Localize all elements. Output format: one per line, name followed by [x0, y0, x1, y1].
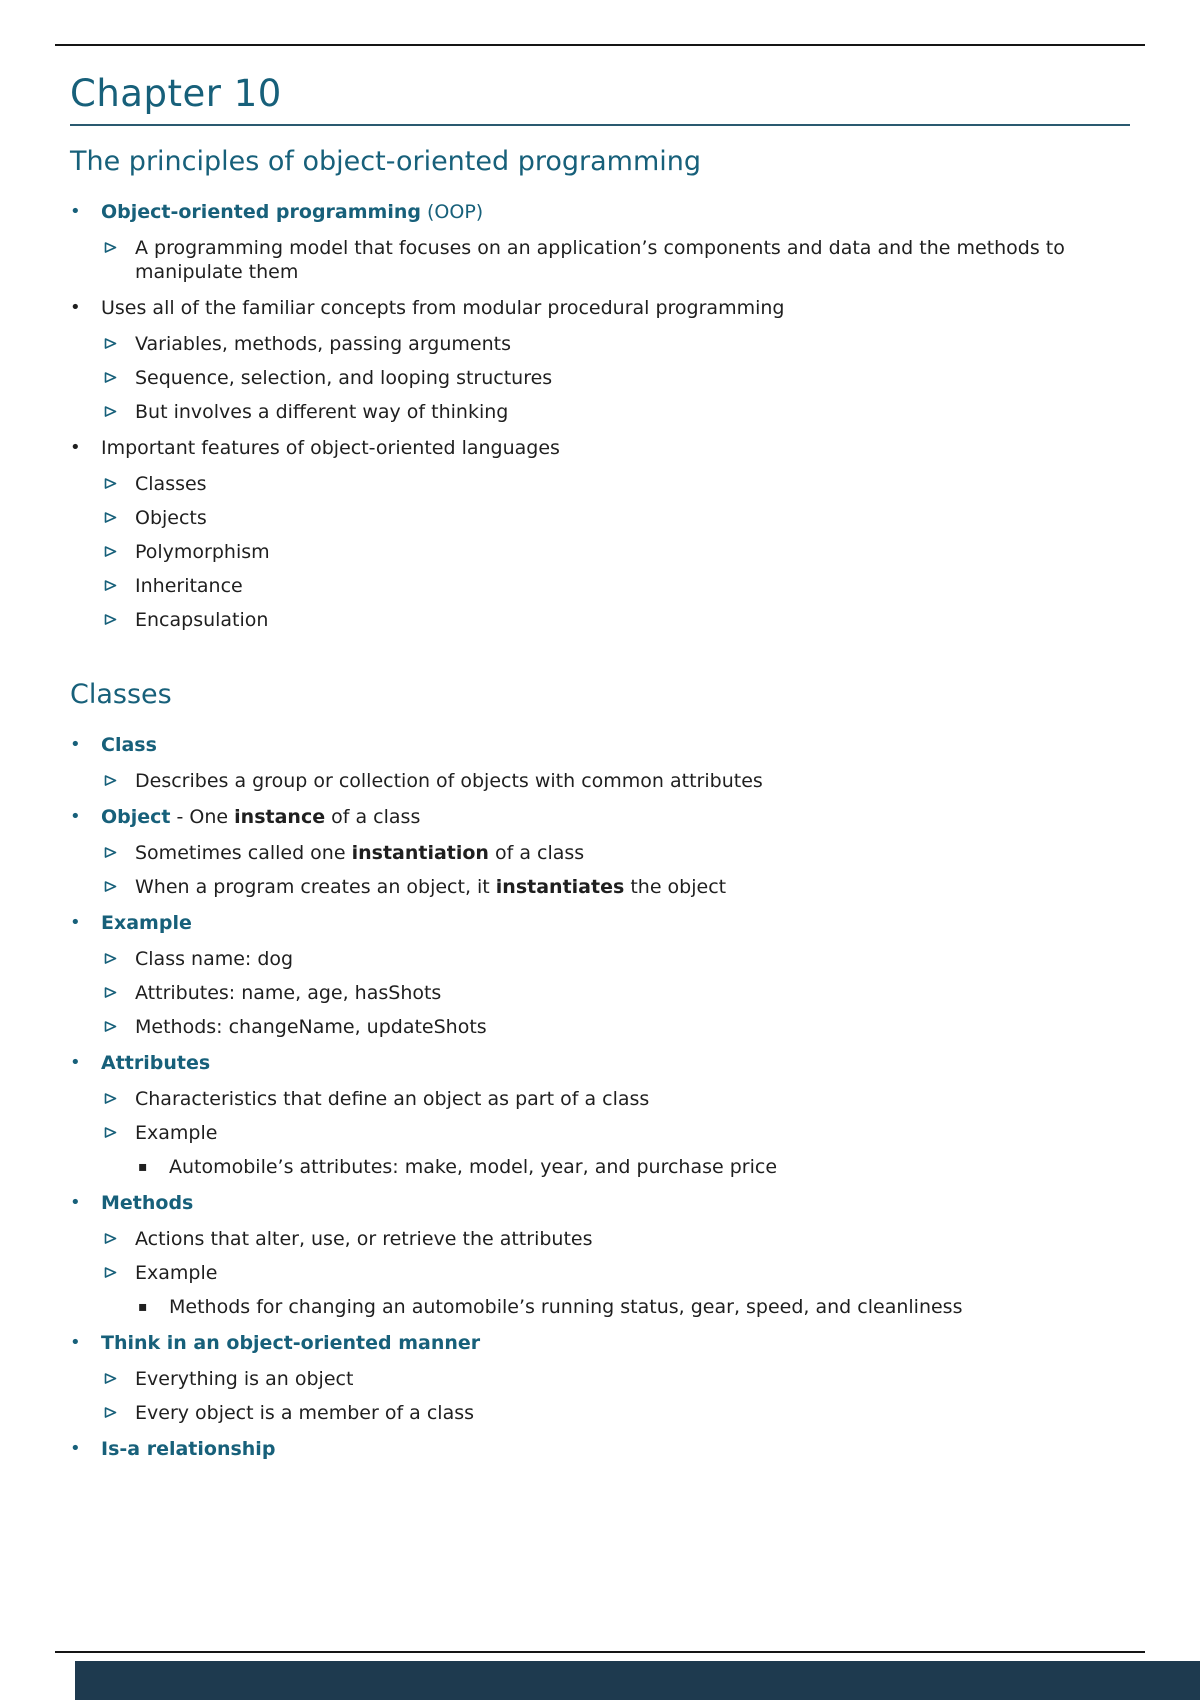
list-item-text — [101, 733, 1130, 757]
list-item — [138, 1290, 1130, 1324]
list-item — [70, 1184, 1130, 1222]
text-segment: Example — [101, 912, 192, 934]
arrow-icon — [104, 880, 117, 893]
list-item-text — [135, 1015, 1130, 1039]
list-item — [104, 569, 1130, 603]
list-item-text — [135, 1401, 1130, 1425]
list-item-text — [101, 436, 1130, 460]
list-item — [70, 429, 1130, 467]
text-segment: the object — [624, 876, 727, 898]
arrow-marker — [104, 1261, 135, 1279]
text-segment: Sequence, selection, and looping structures — [135, 367, 553, 389]
text-segment: Polymorphism — [135, 541, 270, 563]
bullet-dot-marker: • — [70, 297, 81, 318]
arrow-marker — [104, 1121, 135, 1139]
arrow-icon — [104, 1372, 117, 1385]
arrow-icon — [104, 986, 117, 999]
square-marker: ▪ — [138, 1299, 148, 1315]
text-segment: of a class — [488, 842, 585, 864]
arrow-marker — [104, 1227, 135, 1245]
text-segment: When a program creates an object, it — [135, 876, 496, 898]
arrow-marker — [104, 366, 135, 384]
list-item-text — [101, 1191, 1130, 1215]
list-item — [104, 870, 1130, 904]
list-item-text — [135, 1121, 1130, 1145]
arrow-marker — [104, 506, 135, 524]
list-item — [70, 193, 1130, 231]
list-item-text — [135, 472, 1130, 496]
text-segment: Think in an object-oriented manner — [101, 1332, 481, 1354]
text-segment: instance — [234, 806, 326, 828]
list-item-text — [135, 236, 1130, 284]
text-segment: Attributes — [101, 1052, 211, 1074]
text-segment: Important features of object-oriented languages — [101, 437, 560, 459]
text-segment: of a class — [325, 806, 421, 828]
arrow-icon — [104, 846, 117, 859]
text-segment: Class name: dog — [135, 948, 294, 970]
text-segment: Attributes: name, age, hasShots — [135, 982, 442, 1004]
text-segment: Inheritance — [135, 575, 243, 597]
list-item-text — [135, 332, 1130, 356]
text-segment: Example — [135, 1262, 218, 1284]
bullet-dot-marker: • — [70, 1192, 81, 1213]
list-item-text — [101, 805, 1130, 829]
title-rule — [70, 124, 1130, 126]
list-item — [104, 1256, 1130, 1290]
list-item — [70, 1044, 1130, 1082]
page-subtitle: The principles of object-oriented programming — [70, 146, 702, 177]
bullet-dot-marker: • — [70, 1438, 81, 1459]
arrow-icon — [104, 1092, 117, 1105]
text-segment: Every object is a member of a class — [135, 1402, 475, 1424]
text-segment: Methods for changing an automobile’s running status, gear, speed, and cleanliness — [169, 1296, 963, 1318]
list-item-text — [135, 769, 1130, 793]
footer-bar — [75, 1661, 1200, 1700]
text-segment: Describes a group or collection of objects with common attributes — [135, 770, 763, 792]
text-segment: Object — [101, 806, 171, 828]
arrow-icon — [104, 545, 117, 558]
list-item — [104, 976, 1130, 1010]
list-item — [104, 1082, 1130, 1116]
list-item — [104, 501, 1130, 535]
list-item-text — [135, 875, 1130, 899]
list-item — [104, 1396, 1130, 1430]
text-segment: Automobile’s attributes: make, model, year, and purchase price — [169, 1156, 778, 1178]
text-segment: Characteristics that define an object as part of a class — [135, 1088, 650, 1110]
arrow-icon — [104, 1232, 117, 1245]
arrow-marker — [104, 236, 135, 254]
arrow-marker — [104, 875, 135, 893]
arrow-icon — [104, 1406, 117, 1419]
arrow-marker — [104, 769, 135, 787]
arrow-marker — [104, 947, 135, 965]
list-item — [104, 535, 1130, 569]
list-item-text — [101, 1051, 1130, 1075]
list-item-text — [135, 540, 1130, 564]
list-item — [104, 942, 1130, 976]
text-segment: Class — [101, 734, 157, 756]
arrow-marker — [104, 472, 135, 490]
arrow-marker — [104, 981, 135, 999]
bottom-rule — [55, 1651, 1145, 1653]
list-item — [70, 798, 1130, 836]
list-item-text — [101, 1437, 1130, 1461]
list-item-text — [135, 574, 1130, 598]
list-item — [104, 1222, 1130, 1256]
text-segment: instantiates — [495, 876, 625, 898]
top-rule — [55, 44, 1145, 46]
arrow-marker — [104, 400, 135, 418]
text-segment: Methods: changeName, updateShots — [135, 1016, 487, 1038]
section-heading: Classes — [70, 679, 172, 710]
list-item — [70, 289, 1130, 327]
arrow-icon — [104, 952, 117, 965]
arrow-marker — [104, 540, 135, 558]
arrow-marker — [104, 332, 135, 350]
arrow-marker — [104, 574, 135, 592]
list-item-text — [135, 841, 1130, 865]
arrow-icon — [104, 371, 117, 384]
text-segment: Actions that alter, use, or retrieve the attributes — [135, 1228, 593, 1250]
list-item-text — [135, 400, 1130, 424]
list-item-text — [135, 1367, 1130, 1391]
list-item — [104, 1116, 1130, 1150]
arrow-icon — [104, 337, 117, 350]
list-item — [104, 764, 1130, 798]
arrow-marker — [104, 1087, 135, 1105]
text-segment: Is-a relationship — [101, 1438, 276, 1460]
bullet-dot-marker: • — [70, 806, 81, 827]
list-item — [104, 1010, 1130, 1044]
list-item-text — [135, 506, 1130, 530]
list-item — [104, 1362, 1130, 1396]
list-item — [104, 603, 1130, 637]
text-segment: A programming model that focuses on an application’s components and data and the methods to manipulate them — [135, 237, 1065, 283]
arrow-marker — [104, 1401, 135, 1419]
bullet-dot-marker: • — [70, 734, 81, 755]
list-item — [104, 836, 1130, 870]
arrow-icon — [104, 1126, 117, 1139]
arrow-icon — [104, 613, 117, 626]
list-item-text — [135, 1261, 1130, 1285]
text-segment: (OOP) — [420, 201, 484, 223]
list-item — [70, 1324, 1130, 1362]
arrow-marker — [104, 1015, 135, 1033]
list-item — [70, 1430, 1130, 1468]
list-item-text — [135, 981, 1130, 1005]
text-segment: Sometimes called one — [135, 842, 352, 864]
list-item — [138, 1150, 1130, 1184]
text-segment: Objects — [135, 507, 207, 529]
arrow-icon — [104, 405, 117, 418]
list-item-text — [135, 366, 1130, 390]
list-item — [104, 327, 1130, 361]
arrow-marker — [104, 841, 135, 859]
text-segment: Example — [135, 1122, 218, 1144]
square-marker: ▪ — [138, 1159, 148, 1175]
page-title: Chapter 10 — [70, 72, 282, 115]
list-item — [104, 231, 1130, 289]
bullet-dot-marker: • — [70, 201, 81, 222]
arrow-icon — [104, 1020, 117, 1033]
list-item-text — [101, 200, 1130, 224]
list-item-text — [169, 1295, 1130, 1319]
bullet-dot-marker: • — [70, 437, 81, 458]
text-segment: Uses all of the familiar concepts from modular procedural programming — [101, 297, 785, 319]
text-segment: Variables, methods, passing arguments — [135, 333, 511, 355]
list-item — [70, 904, 1130, 942]
list-item — [104, 361, 1130, 395]
list-item-text — [101, 1331, 1130, 1355]
arrow-icon — [104, 241, 117, 254]
bullet-dot-marker: • — [70, 912, 81, 933]
text-segment: But involves a different way of thinking — [135, 401, 509, 423]
list-item — [104, 395, 1130, 429]
bullet-dot-marker: • — [70, 1052, 81, 1073]
arrow-icon — [104, 511, 117, 524]
list-item-text — [135, 608, 1130, 632]
document-body — [70, 193, 1130, 1468]
list-item — [70, 726, 1130, 764]
text-segment: Methods — [101, 1192, 194, 1214]
list-item — [104, 467, 1130, 501]
list-item-text — [101, 911, 1130, 935]
text-segment: Encapsulation — [135, 609, 269, 631]
list-item-text — [135, 947, 1130, 971]
text-segment: instantiation — [351, 842, 489, 864]
list-item-text — [135, 1227, 1130, 1251]
arrow-marker — [104, 1367, 135, 1385]
list-item-text — [169, 1155, 1130, 1179]
arrow-icon — [104, 774, 117, 787]
list-item-text — [101, 296, 1130, 320]
arrow-icon — [104, 1266, 117, 1279]
text-segment: Classes — [135, 473, 207, 495]
arrow-icon — [104, 579, 117, 592]
text-segment: Everything is an object — [135, 1368, 354, 1390]
bullet-dot-marker: • — [70, 1332, 81, 1353]
list-item-text — [135, 1087, 1130, 1111]
text-segment: - One — [170, 806, 235, 828]
arrow-marker — [104, 608, 135, 626]
text-segment: Object-oriented programming — [101, 201, 421, 223]
arrow-icon — [104, 477, 117, 490]
